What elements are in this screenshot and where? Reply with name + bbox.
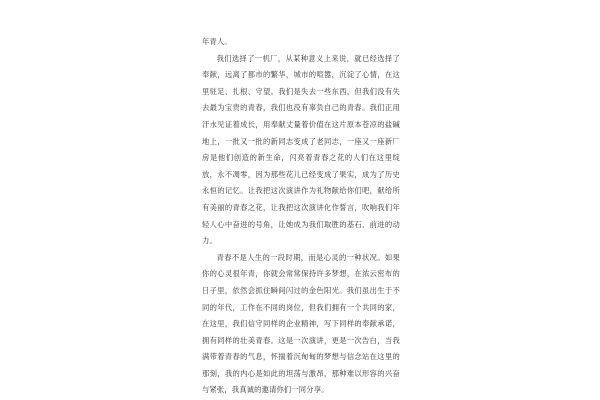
paragraph-continuation: 年青人。 — [202, 37, 232, 46]
paragraph-factory-dedication: 我们选择了一机厂，从某种意义上来说，就已经选择了奉献，远离了都市的繁华，城市的喧嚣，沉淀了心情，在这里驻足、扎根、守望。我们是失去一些东西，但我们没有失去最为宝贵的青春，我们也没有辜负自己的青春。我们正用汗水见证着成长，用奉献丈量着价值在这片原本苍凉的盐碱地上，一批又一批的新同志变成了老同志，一座又一座新厂房是他们创造的新生命，闪亮着青春之花的人们在这里绽放，永不凋零，因为那些花儿已经变成了果实，成为了历史永恒的记忆。让我把这次演讲作为礼物献给你们吧，献给所有美丽的青春之花，让我把这次演讲化作誓言，吹响我们年轻人心中奋进的号角，让她成为我们取胜的基石、前进的动力。 — [202, 53, 400, 246]
paragraph-youth-state: 青春不是人生的一段时期，而是心灵的一种状况。如果你的心灵很年青，你就会常常保持许多梦想，在浓云密布的日子里，依然会抓住瞬间闪过的金色阳光。我们虽出生于不同的年代，工作在不同的岗位，但我们拥有一个共同的家，在这里，我们信守同样的企业精神，写下同样的奉献承诺，拥有同样的壮美青春。这是一次演讲，更是一次告白，当我满带着青春的气息，怀揣着沉甸甸的梦想与信念站在这里的那刻，我的内心是如此的坦荡与激昂，那种难以形容的兴奋与紧张，我真诚的邀请你们一同分享。 — [202, 252, 400, 395]
text-body — [202, 34, 400, 399]
